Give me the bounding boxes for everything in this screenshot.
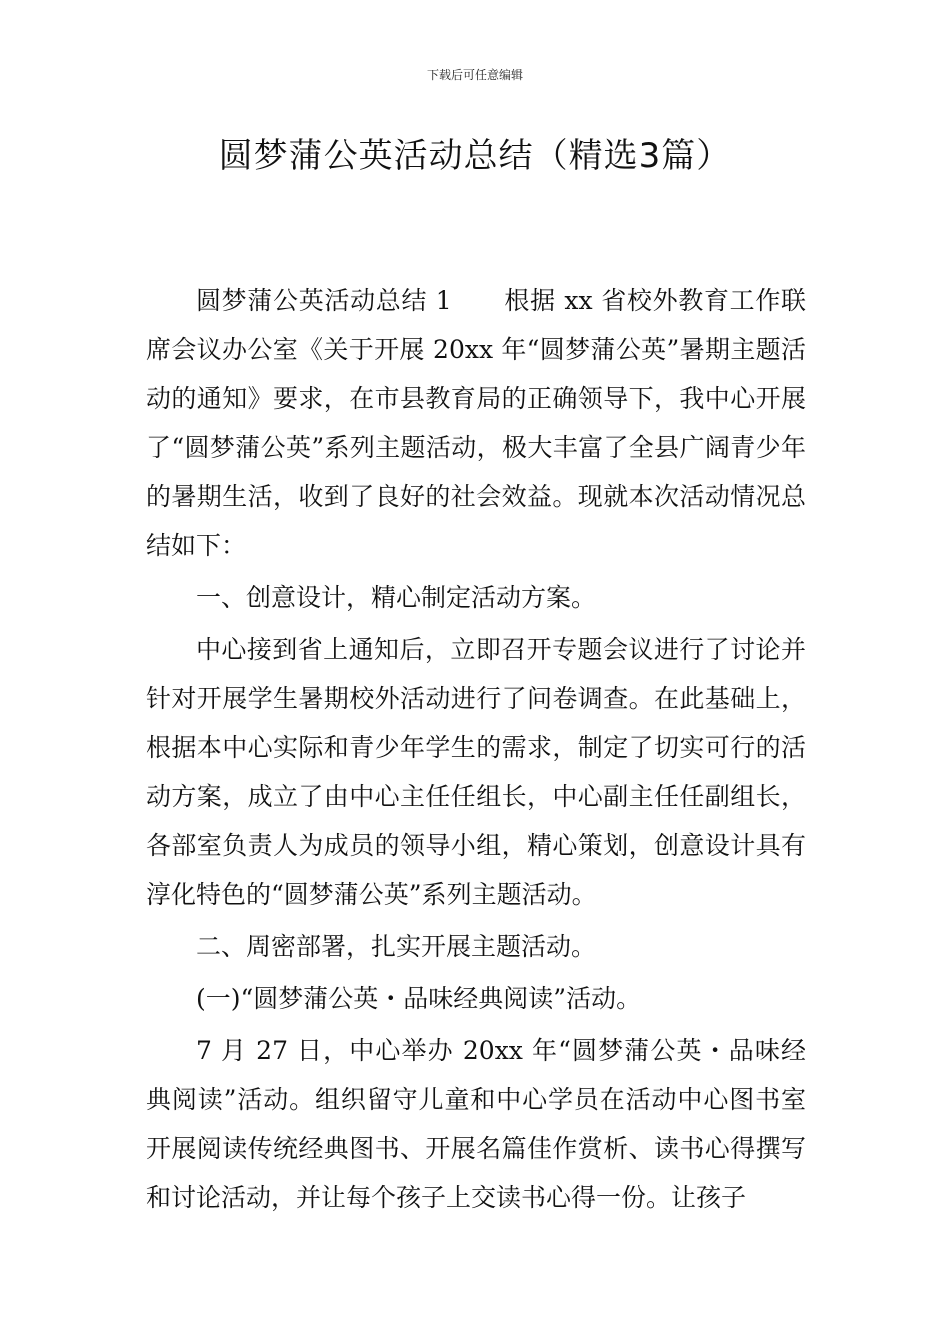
paragraph: 一、创意设计，精心制定活动方案。 bbox=[196, 583, 597, 612]
paragraph-text: 根据 xx 省校外教育工作联席会议办公室《关于开展 20xx 年“圆梦蒲公英”暑期主题活动的通知》要求，在市县教育局的正确领导下，我中心开展了“圆梦蒲公英”系列主题活动，极大丰富了全县广阔青少年的暑期生活，收到了良好的社会效益。现就本次活动情况总结如下： bbox=[146, 286, 807, 560]
document-title: 圆梦蒲公英活动总结（精选3篇） bbox=[218, 136, 732, 176]
paragraph: 二、周密部署，扎实开展主题活动。 bbox=[196, 932, 597, 961]
paragraph: 中心接到省上通知后，立即召开专题会议进行了讨论并针对开展学生暑期校外活动进行了问卷调查。在此基础上，根据本中心实际和青少年学生的需求，制定了切实可行的活动方案，成立了由中心主任任组长，中心副主任任副组长，各部室负责人为成员的领导小组，精心策划，创意设计具有淳化特色的“圆梦蒲公英”系列主题活动。 bbox=[146, 635, 806, 909]
paragraph: (一)“圆梦蒲公英・品味经典阅读”活动。 bbox=[196, 984, 642, 1013]
header-note: 下载后可任意编辑 bbox=[426, 68, 523, 82]
document-body bbox=[146, 276, 806, 1225]
paragraph bbox=[146, 276, 806, 570]
paragraph: 7 月 27 日，中心举办 20xx 年“圆梦蒲公英・品味经典阅读”活动。组织留守儿童和中心学员在活动中心图书室开展阅读传统经典图书、开展名篇佳作赏析、读书心得撰写和讨论活动，并让每个孩子上交读书心得一份。让孩子 bbox=[146, 1036, 806, 1212]
section-heading: 圆梦蒲公英活动总结 1 bbox=[196, 286, 452, 315]
